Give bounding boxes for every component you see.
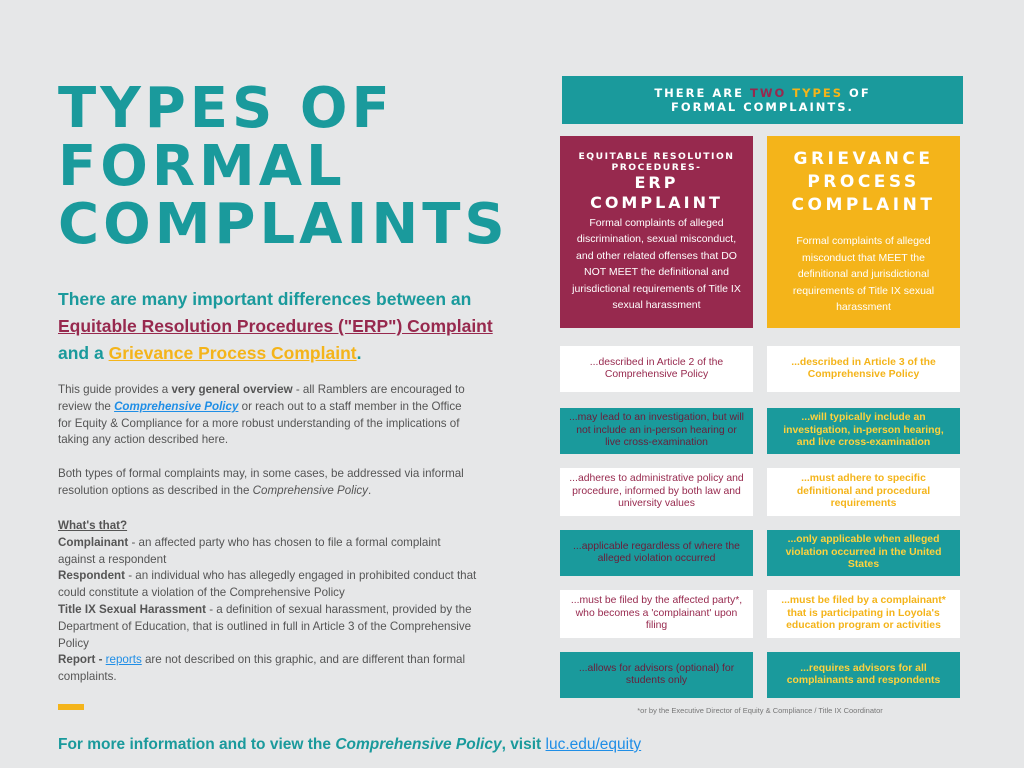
- grievance-row-advisors: ...requires advisors for all complainants and respondents: [767, 652, 960, 698]
- erp-row-hearing: ...may lead to an investigation, but will not include an in-person hearing or live cross-examination: [560, 408, 753, 454]
- definition-complainant: [58, 535, 478, 569]
- erp-name-line: ERP: [634, 172, 679, 192]
- definitions-section: [58, 518, 478, 686]
- erp-name: [590, 173, 723, 213]
- footnote: *or by the Executive Director of Equity & Compliance / Title IX Coordinator: [637, 706, 883, 715]
- grievance-complaint-link[interactable]: Grievance Process Complaint: [108, 343, 357, 363]
- comprehensive-policy-link[interactable]: Comprehensive Policy: [114, 399, 239, 413]
- definition-term: Title IX Sexual Harassment: [58, 602, 206, 616]
- accent-divider: [58, 704, 84, 710]
- definition-term: Report -: [58, 653, 106, 667]
- erp-row-procedure: ...adheres to administrative policy and procedure, informed by both law and university values: [560, 468, 753, 516]
- banner-highlight: TYPES: [792, 86, 844, 100]
- definition-term: Complainant: [58, 535, 129, 549]
- subtitle-text: There are many important differences between an: [58, 289, 472, 309]
- two-types-banner: [562, 76, 963, 124]
- erp-name-line: COMPLAINT: [590, 192, 723, 212]
- banner-highlight: TWO: [749, 86, 787, 100]
- banner-text: THERE ARE: [654, 86, 750, 100]
- definition-text: - a definition of sexual harassment, provided by the Department of Education, that is outlined in full in Article 3 of the Comprehensive Policy: [58, 602, 472, 650]
- grievance-complaint-header: [767, 136, 960, 328]
- erp-kicker: EQUITABLE RESOLUTION PROCEDURES-: [578, 150, 735, 173]
- grievance-description: Formal complaints of alleged misconduct that MEET the definitional and jurisdictional requirements of Title IX sexual harassment: [792, 235, 935, 314]
- erp-complaint-link[interactable]: Equitable Resolution Procedures ("ERP") Complaint: [58, 316, 493, 336]
- definition-report: [58, 652, 478, 686]
- subtitle-text: and a: [58, 343, 109, 363]
- paragraph-text: .: [367, 483, 372, 497]
- grievance-name: [792, 148, 936, 217]
- grievance-name-line: PROCESS: [807, 172, 920, 193]
- erp-description: Formal complaints of alleged discrimination, sexual misconduct, and other related offenses that DO NOT MEET the definitional and jurisdictional requirements of Title IX sexual harassment: [572, 216, 741, 311]
- definition-text: - an individual who has allegedly engaged in prohibited conduct that could constitute a violation of the Comprehensive Policy: [58, 569, 477, 600]
- grievance-row-article: ...described in Article 3 of the Comprehensive Policy: [767, 346, 960, 392]
- erp-row-article: ...described in Article 2 of the Comprehensive Policy: [560, 346, 753, 392]
- erp-row-advisors: ...allows for advisors (optional) for students only: [560, 652, 753, 698]
- erp-row-filing: ...must be filed by the affected party*, who becomes a 'complainant' upon filing: [560, 590, 753, 638]
- definition-term: Respondent: [58, 569, 125, 583]
- intro-subtitle: [58, 286, 528, 367]
- definition-text: are not described on this graphic, and are different than formal complaints.: [58, 653, 466, 684]
- banner-line: [562, 86, 963, 100]
- reports-link[interactable]: reports: [105, 653, 142, 667]
- footer-text: For more information and to view the: [58, 736, 336, 753]
- banner-text: OF: [843, 86, 871, 100]
- grievance-name-line: COMPLAINT: [791, 195, 936, 216]
- paragraph-text: or reach out to a staff member in the Office for Equity & Compliance for a more robust understanding of the implications of taking any action described here.: [58, 399, 462, 447]
- definition-text: - an affected party who has chosen to file a formal complaint against a respondent: [58, 535, 441, 566]
- emphasis-text: very general overview: [171, 383, 293, 396]
- paragraph-text: Both types of formal complaints may, in some cases, be addressed via informal resolution options as described in the: [58, 467, 464, 497]
- footer-more-info: [58, 736, 641, 754]
- erp-row-location: ...applicable regardless of where the alleged violation occurred: [560, 530, 753, 576]
- grievance-row-location: ...only applicable when alleged violation occurred in the United States: [767, 530, 960, 576]
- title-line: TYPES OF: [58, 76, 394, 141]
- grievance-row-hearing: ...will typically include an investigation, in-person hearing, and live cross-examination: [767, 408, 960, 454]
- grievance-row-procedure: ...must adhere to specific definitional and procedural requirements: [767, 468, 960, 516]
- erp-complaint-header: [560, 136, 753, 328]
- footer-text: , visit: [501, 736, 546, 753]
- page-title: [58, 76, 509, 257]
- grievance-name-line: GRIEVANCE: [793, 149, 934, 170]
- overview-paragraph: [58, 382, 478, 449]
- policy-name-text: Comprehensive Policy: [335, 736, 502, 753]
- grievance-row-filing: ...must be filed by a complainant* that is participating in Loyola's education program or activities: [767, 590, 960, 638]
- title-line: COMPLAINTS: [58, 192, 509, 257]
- definition-title-ix: [58, 602, 478, 652]
- paragraph-text: This guide provides a: [58, 383, 172, 396]
- definition-respondent: [58, 568, 478, 602]
- informal-resolution-paragraph: [58, 466, 478, 500]
- definitions-heading: What's that?: [58, 519, 128, 532]
- title-line: FORMAL: [58, 134, 346, 199]
- banner-line: FORMAL COMPLAINTS.: [671, 100, 854, 114]
- policy-name-text: Comprehensive Policy: [252, 483, 368, 497]
- paragraph-text: - all Ramblers are encouraged to review the: [58, 383, 465, 413]
- subtitle-text: .: [356, 343, 362, 363]
- equity-website-link[interactable]: luc.edu/equity: [545, 736, 642, 753]
